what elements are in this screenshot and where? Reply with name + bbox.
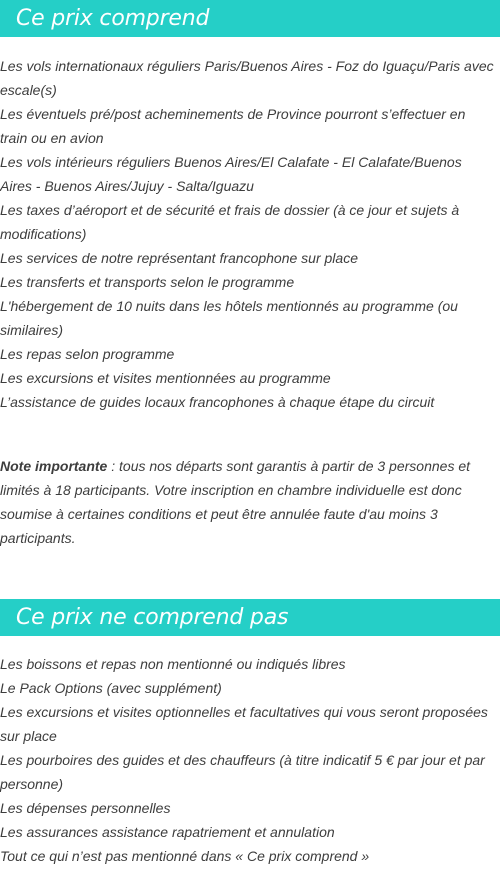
- list-item: Les excursions et visites optionnelles et facultatives qui vous seront proposées sur place: [0, 704, 488, 744]
- list-item: Les boissons et repas non mentionné ou indiqués libres: [0, 656, 346, 672]
- important-note: [0, 454, 496, 550]
- section-title-excludes: Ce prix ne comprend pas: [16, 605, 289, 630]
- note-paragraph: [0, 454, 496, 550]
- list-item: Tout ce qui n’est pas mentionné dans « Ce prix comprend »: [0, 848, 370, 864]
- list-item: Les assurances assistance rapatriement et annulation: [0, 824, 335, 840]
- list-item: Les vols internationaux réguliers Paris/Buenos Aires - Foz do Iguaçu/Paris avec escale(s): [0, 58, 494, 98]
- list-item: L'hébergement de 10 nuits dans les hôtels mentionnés au programme (ou similaires): [0, 298, 458, 338]
- includes-list: [0, 54, 496, 414]
- section-header-includes: [0, 0, 500, 37]
- list-item: Les excursions et visites mentionnées au programme: [0, 370, 331, 386]
- list-item: Les services de notre représentant francophone sur place: [0, 250, 358, 266]
- excludes-list: [0, 652, 496, 868]
- list-item: Les transferts et transports selon le programme: [0, 274, 295, 290]
- list-item: Le Pack Options (avec supplément): [0, 680, 222, 696]
- section-header-excludes: [0, 599, 500, 636]
- list-item: Les repas selon programme: [0, 346, 175, 362]
- list-item: L’assistance de guides locaux francophones à chaque étape du circuit: [0, 394, 435, 410]
- list-item: Les éventuels pré/post acheminements de Province pourront s’effectuer en train ou en avion: [0, 106, 466, 146]
- note-label: Note importante: [0, 458, 108, 474]
- section-title-includes: Ce prix comprend: [16, 6, 210, 31]
- list-item: Les pourboires des guides et des chauffeurs (à titre indicatif 5 € par jour et par personne): [0, 752, 485, 792]
- note-text: : tous nos départs sont garantis à partir de 3 personnes et limités à 18 participants. Votre inscription en chambre individuelle est donc soumise à certaines conditions et peut être annulée faute d'au moins 3 participants.: [0, 458, 471, 546]
- list-item: Les vols intérieurs réguliers Buenos Aires/El Calafate - El Calafate/Buenos Aires - Buenos Aires/Jujuy - Salta/Iguazu: [0, 154, 462, 194]
- list-item: Les taxes d’aéroport et de sécurité et frais de dossier (à ce jour et sujets à modifications): [0, 202, 460, 242]
- list-item: Les dépenses personnelles: [0, 800, 171, 816]
